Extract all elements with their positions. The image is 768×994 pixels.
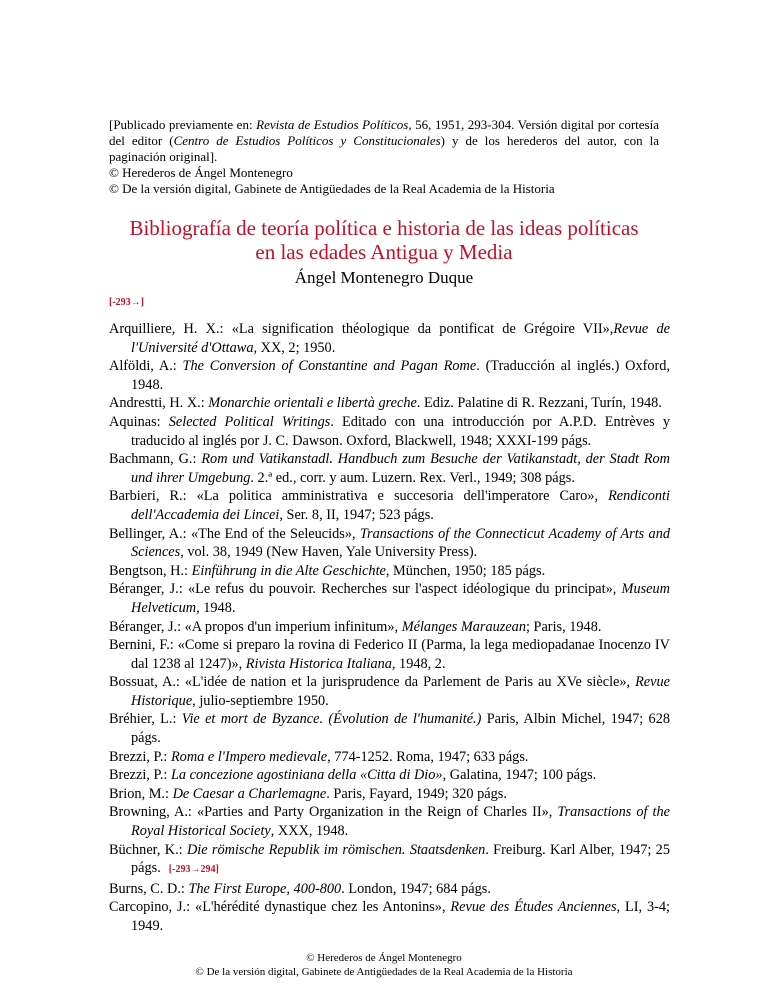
bibliography-entry	[109, 450, 670, 487]
bibliography-entry	[109, 636, 670, 673]
entry-details: , Galatina, 1947; 100 págs.	[442, 767, 597, 784]
entry-author: Bachmann, G.:	[109, 451, 202, 468]
publication-note	[109, 117, 659, 197]
copyright-heirs: © Herederos de Ángel Montenegro	[109, 165, 293, 180]
entry-author: Brezzi, P.:	[109, 767, 171, 784]
entry-title: Transactions of the Connecticut Academy of Arts and Sciences	[131, 525, 671, 561]
entry-author: Brion, M.:	[109, 785, 173, 802]
entry-author: Arquilliere, H. X.:	[109, 321, 232, 337]
entry-title: Monarchie orientali e libertà greche	[208, 395, 417, 412]
entry-text: «La signification théologique da pontificat de Grégoire VII»,	[231, 321, 614, 337]
entry-author: Bréhier, L.:	[109, 711, 182, 728]
entry-details: Paris, Albin Michel, 1947; 628 págs.	[131, 711, 670, 747]
entry-details: , 1948, 2.	[391, 655, 446, 672]
entry-author: Brezzi, P.:	[109, 748, 171, 765]
entry-text: «A propos d'un imperium infinitum»,	[184, 618, 402, 635]
entry-title: Die römische Republik im römischen. Staatsdenken	[186, 841, 486, 858]
bibliography-entry	[109, 748, 670, 767]
bibliography-entry	[109, 487, 670, 524]
entry-details: . 2.ª ed., corr. y aum. Luzern. Rex. Verl., 1949; 308 págs.	[250, 469, 575, 486]
entry-author: Bernini, F.:	[109, 637, 178, 654]
entry-title: De Caesar a Charlemagne	[172, 785, 327, 802]
entry-title: La concezione agostiniana della «Citta di Dio»	[170, 767, 443, 784]
entry-title: Rendiconti dell'Accademia dei Lincei	[131, 488, 670, 523]
entry-title: Einführung in die Alte Geschichte	[191, 562, 386, 579]
entry-author: Béranger, J.:	[109, 581, 188, 598]
entry-text: «L'idée de nation et la jurisprudence da Parlement de Paris au XVe siècle»,	[184, 674, 636, 691]
bibliography-entry	[109, 880, 670, 899]
entry-title: Museum Helveticum	[131, 581, 670, 616]
bibliography-entry	[109, 803, 670, 840]
entry-details: ; Paris, 1948.	[525, 618, 602, 635]
entry-title: Revue Historique	[131, 674, 670, 709]
entry-title: Revue de l'Université d'Ottawa	[131, 321, 670, 356]
entry-details: , München, 1950; 185 págs.	[385, 562, 546, 579]
bibliography-entry	[109, 898, 670, 935]
entry-title: Roma e l'Impero medievale	[170, 748, 328, 765]
entry-title: Rom und Vatikanstadl. Handbuch zum Besuche der Vatikanstadt, der Stadt Rom und ihrer Umgebung	[131, 451, 671, 486]
entry-details: , LI, 3-4; 1949.	[131, 899, 670, 934]
publisher-name: Centro de Estudios Políticos y Constitucionales	[173, 133, 441, 148]
entry-details: . Paris, Fayard, 1949; 320 págs.	[326, 785, 507, 802]
bibliography-entry	[109, 766, 670, 785]
document-title: Bibliografía de teoría política e historia de las ideas políticas en las edades Antigua y Media	[129, 216, 639, 264]
bibliography-entry	[109, 562, 670, 581]
page-marker: [-293→]	[109, 297, 144, 308]
entry-author: Bellinger, A.:	[109, 525, 191, 542]
entry-title: The Conversion of Constantine and Pagan Rome	[182, 358, 477, 375]
entry-title: Selected Political Writings	[168, 413, 331, 430]
entry-text: «L'hérédité dynastique chez les Antonins»,	[195, 899, 451, 916]
entry-details: , vol. 38, 1949 (New Haven, Yale University Press).	[180, 544, 478, 561]
inline-page-marker: [-293→294]	[168, 864, 219, 876]
bibliography-list	[109, 320, 670, 936]
page-footer: © Herederos de Ángel Montenegro © De la versión digital, Gabinete de Antigüedades de la Real Academia de la Historia	[195, 952, 573, 978]
entry-text: «Parties and Party Organization in the Reign of Charles II»,	[196, 804, 558, 821]
bibliography-entry	[109, 785, 670, 804]
publication-info: [Publicado previamente en: Revista de Estudios Políticos, 56, 1951, 293-304. Versión digital por cortesía del editor (Centro de Estudios Políticos y Constitucionales) y de los herederos del autor, con la paginación original].	[109, 117, 660, 164]
entry-details: , XXX, 1948.	[270, 823, 349, 840]
bibliography-entry	[109, 394, 670, 413]
entry-author: Burns, C. D.:	[109, 880, 189, 897]
bibliography-entry	[109, 580, 670, 617]
entry-details: . (Traducción al inglés.) Oxford, 1948.	[131, 358, 670, 393]
entry-title: Revue des Études Anciennes	[450, 899, 617, 916]
document-author: Ángel Montenegro Duque	[294, 268, 474, 287]
bibliography-entry	[109, 710, 670, 747]
entry-author: Béranger, J.:	[109, 618, 185, 635]
entry-title: Mélanges Marauzean	[401, 618, 526, 635]
entry-details: , 1948.	[196, 599, 236, 616]
entry-details: . Ediz. Palatine di R. Rezzani, Turín, 1948.	[416, 395, 662, 412]
bibliography-entry	[109, 320, 670, 357]
copyright-digital: © De la versión digital, Gabinete de Antigüedades de la Real Academia de la Historia	[109, 181, 555, 196]
journal-name: Revista de Estudios Políticos	[256, 117, 409, 132]
entry-details: . Freiburg. Karl Alber, 1947; 25 págs.	[131, 841, 670, 877]
bibliography-entry	[109, 525, 670, 562]
entry-author: Aquinas:	[109, 413, 169, 430]
entry-text: «Come si preparo la rovina di Federico II (Parma, la lega mediopadanae Inocenzo IV dal 1238 al 1247)»,	[131, 637, 670, 672]
entry-title: Rivista Historica Italiana	[245, 655, 392, 672]
bibliography-entry	[109, 618, 670, 637]
entry-text: «The End of the Seleucids»,	[190, 525, 360, 542]
entry-details: . Editado con una introducción por A.P.D. Entrèves y traducido al inglés por J. C. Dawson. Oxford, Blackwell, 1948; XXXI-199 págs.	[131, 413, 670, 449]
entry-author: Browning, A.:	[109, 804, 197, 821]
entry-author: Bossuat, A.:	[109, 674, 185, 691]
bibliography-entry	[109, 413, 670, 450]
entry-author: Bengtson, H.:	[109, 562, 192, 579]
entry-title: Vie et mort de Byzance. (Évolution de l'humanité.)	[181, 711, 482, 728]
bibliography-entry	[109, 357, 670, 394]
entry-details: , 774-1252. Roma, 1947; 633 págs.	[327, 748, 529, 765]
entry-author: Büchner, K.:	[109, 841, 187, 858]
entry-text: «Le refus du pouvoir. Recherches sur l'aspect idéologique du principat»,	[187, 581, 622, 598]
entry-details: . London, 1947; 684 págs.	[341, 880, 491, 897]
entry-details: , Ser. 8, II, 1947; 523 págs.	[279, 506, 434, 523]
entry-title: Transactions of the Royal Historical Society	[131, 804, 671, 840]
entry-author: Andrestti, H. X.:	[109, 395, 209, 412]
entry-author: Barbieri, R.:	[109, 488, 197, 505]
bibliography-entry	[109, 673, 670, 710]
bibliography-entry	[109, 841, 670, 880]
entry-text: «La politica amministrativa e succesoria dell'imperatore Caro»,	[196, 488, 609, 505]
entry-author: Alföldi, A.:	[109, 358, 183, 375]
entry-details: , julio-septiembre 1950.	[192, 692, 329, 709]
entry-details: , XX, 2; 1950.	[253, 339, 336, 356]
entry-author: Carcopino, J.:	[109, 899, 196, 916]
entry-title: The First Europe, 400-800	[188, 880, 342, 897]
